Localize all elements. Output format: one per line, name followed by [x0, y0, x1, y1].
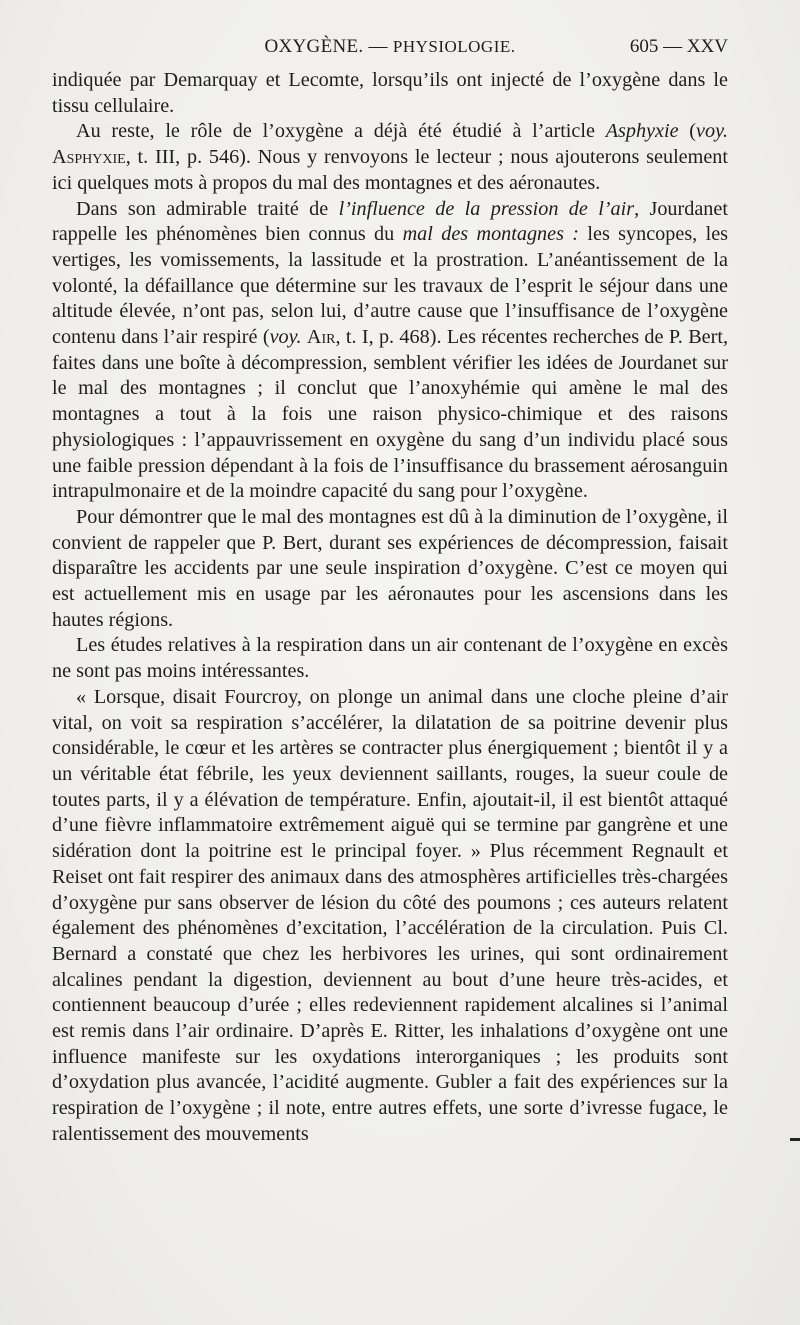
text-run: , t. I, p. 468). Les récentes recherches de P. Bert, faites dans une boîte à décompression, semblent vérifier les idées de Jourdanet sur le mal des montagnes ; il conclut que l’anoxyhémie qui amène le mal des montagnes a tout à la fois une raison physico-chimique et des raisons physiologiques : l’appauvrissement en oxygène du sang d’un individu placé sous une faible pression dépendant à la fois de l’insuffisance du brassement aérosanguin intrapulmonaire et de la moindre capacité du sang pour l’oxygène. [52, 326, 728, 503]
paragraph [52, 685, 728, 1148]
edge-mark [790, 1138, 800, 1141]
italic-text: Asphyxie [605, 120, 679, 143]
page-number: 605 — XXV [629, 36, 728, 57]
text-run: « Lorsque, disait Fourcroy, on plonge un animal dans une cloche pleine d’air vital, on voit sa respiration s’accélérer, la dilatation de sa poitrine devenir plus considérable, le cœur et les artères se contracter plus énergiquement ; bientôt il y a un véritable état fébrile, les yeux deviennent saillants, rouges, la sueur coule de toutes parts, il y a élévation de température. Enfin, ajoutait-il, il est bientôt attaqué d’une fièvre inflammatoire extrêmement aiguë qui se termine par gangrène et une sidération dont la poitrine est le principal foyer. » Plus récemment Regnault et Reiset ont fait respirer des animaux dans des atmosphères artificielles très-chargées d’oxygène pur sans observer de lésion du côté des poumons ; ces auteurs relatent également des phénomènes d’excitation, l’accélération de la circulation. Puis Cl. Bernard a constaté que chez les herbivores les urines, qui sont ordinairement alcalines pendant la digestion, deviennent au bout d’une heure très-acides, et contiennent beaucoup d’urée ; elles redeviennent rapidement alcalines si l’animal est remis dans l’air ordinaire. D’après E. Ritter, les inhalations d’oxygène ont une influence manifeste sur les oxydations interorganiques ; les produits sont d’oxydation plus avancée, l’acidité augmente. Gubler a fait des expériences sur la respiration de l’oxygène ; il note, entre autres effets, une sorte d’ivresse fugace, le ralentissement des mouvements [52, 685, 728, 1145]
paragraph [52, 633, 728, 684]
text-run: , Jourdanet rappelle les phénomènes bien connus du [52, 197, 728, 246]
italic-text: mal des montagnes : [402, 223, 580, 246]
paragraph [52, 505, 728, 634]
body-text [52, 68, 728, 1148]
text-run: les syncopes, les vertiges, les vomissements, la lassitude et la prostration. L’anéantissement de la volonté, la défaillance que détermine sur les travaux de l’esprit le séjour dans une altitude élevée, n’ont pas, selon lui, d’autre cause que l’insuffisance de l’oxygène contenu dans l’air respiré ( [52, 223, 729, 349]
text-run: Dans son admirable traité de [76, 197, 339, 220]
text-run: ( [678, 120, 697, 143]
paragraph [52, 197, 728, 505]
running-title [52, 36, 728, 58]
paragraph [52, 119, 728, 196]
paragraph [52, 68, 728, 119]
italic-text: voy. [696, 120, 728, 143]
text-run: Pour démontrer que le mal des montagnes est dû à la diminution de l’oxygène, il convient de rappeler que P. Bert, durant ses expériences de décompression, faisait disparaître les accidents par une seule inspiration d’oxygène. C’est ce moyen qui est actuellement mis en usage par les aéronautes pour les ascensions dans les hautes régions. [52, 505, 728, 631]
text-run: indiquée par Demarquay et Lecomte, lorsqu’ils ont injecté de l’oxygène dans le tissu cellulaire. [52, 69, 728, 117]
small-caps-text: Asphyxie [52, 146, 126, 169]
text-run: Les études relatives à la respiration dans un air contenant de l’oxygène en excès ne sont pas moins intéressantes. [52, 634, 728, 683]
italic-text: voy. [269, 326, 302, 349]
running-title-section: PHYSIOLOGIE. [392, 37, 516, 56]
text-run: Au reste, le rôle de l’oxygène a déjà été étudié à l’article [76, 120, 606, 143]
running-title-main: OXYGÈNE. — [264, 36, 393, 57]
running-header [52, 36, 728, 62]
small-caps-text: Air [306, 326, 336, 349]
text-run: , t. III, p. 546). Nous y renvoyons le lecteur ; nous ajouterons seulement ici quelques mots à propos du mal des montagnes et des aéronautes. [52, 146, 728, 194]
italic-text: l’influence de la pression de l’air [338, 197, 635, 220]
